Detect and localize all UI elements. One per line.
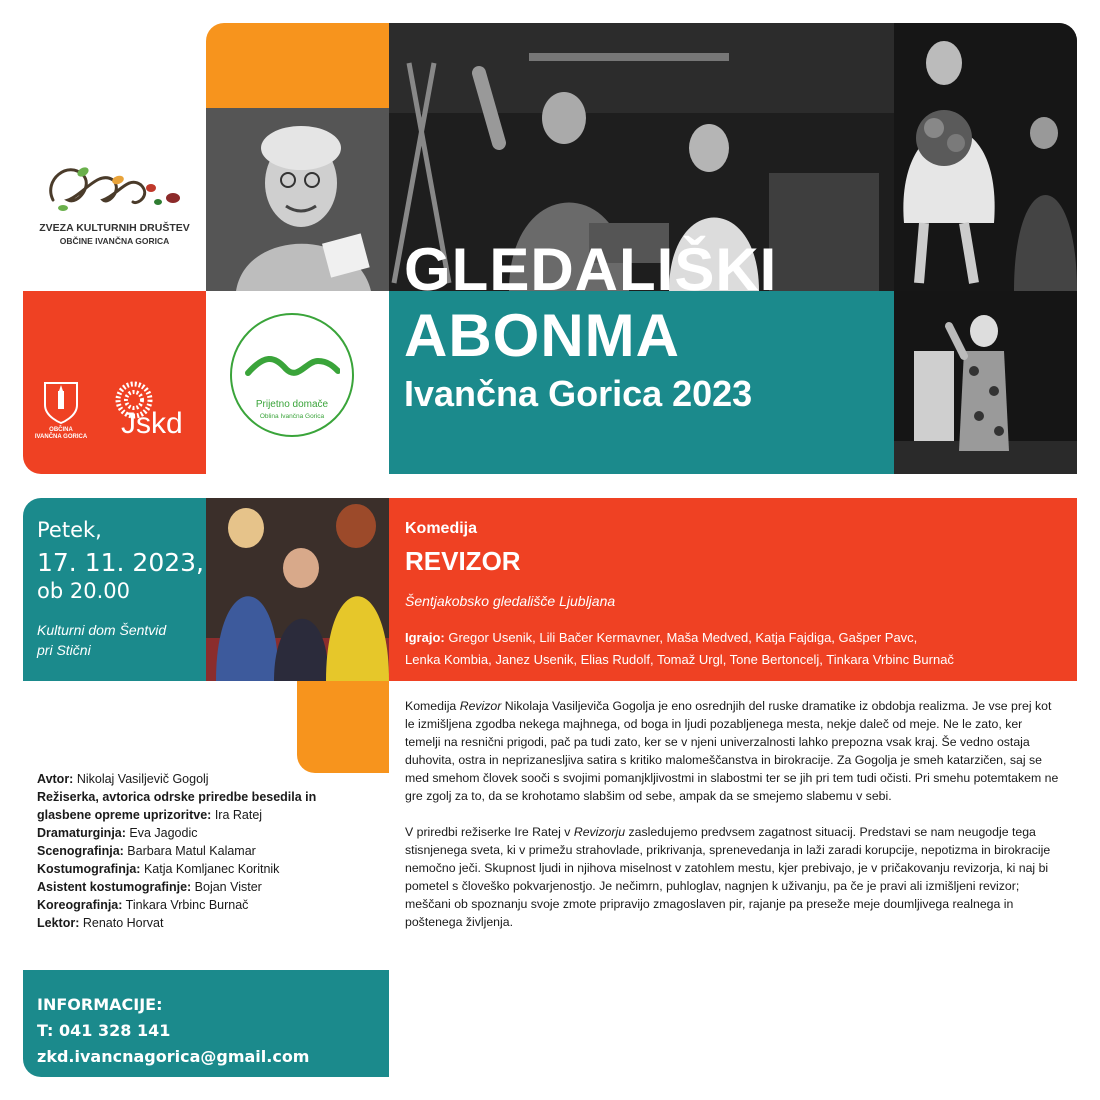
credit-value: Katja Komljanec Koritnik	[140, 862, 280, 876]
credit-choreographer	[37, 896, 337, 914]
photo-cast-trio	[206, 498, 389, 681]
play-title: REVIZOR	[405, 546, 521, 576]
description-paragraph-1	[405, 697, 1061, 805]
event-venue-line2: pri Stični	[37, 642, 91, 658]
cast-list	[405, 627, 954, 671]
photo-clown-actor	[894, 291, 1077, 474]
credit-value: Barbara Matul Kalamar	[123, 844, 256, 858]
jskd-wordmark: Jskd	[121, 407, 183, 440]
play-genre: Komedija	[405, 520, 478, 537]
description-paragraph-2	[405, 823, 1061, 931]
credit-value: Ira Ratej	[211, 808, 263, 822]
prijetno-subtitle: Oblina Ivančna Gorica	[259, 413, 325, 420]
text-run: Komedija	[405, 699, 460, 713]
credit-label: Kostumografinja:	[37, 862, 141, 876]
zkd-emblem-icon	[23, 150, 206, 220]
event-venue-line1: Kulturni dom Šentvid	[37, 622, 167, 638]
event-time: ob 20.00	[37, 579, 130, 603]
credit-label: Koreografinja:	[37, 898, 123, 912]
info-phone[interactable]: T: 041 328 141	[37, 1021, 171, 1040]
photo-actress-bouquet	[894, 23, 1077, 291]
credit-label: Avtor:	[37, 772, 74, 786]
text-run: zasledujemo predvsem zagatnost situacij. Predstavi se nam neugodje tega stisnjenega sveta, ki v primežu strahovlade, prikrivanja, sprenevedanja in laži zaradi korupcije, nepotizma in birokracije nemočno ječi. Skupnost ljudi in njihova miselnost v zatohlem mestu, kjer prebivajo, je v pričakovanju revizorja, ki naj bi pometel s človeško pokvarjenostjo. Je nečimrn, puhloglav, nagnjen k uživanju, pa če je pravi ali izmišljeni revizor; meščani ob spoznanju svoje zmote pripravijo zmagoslaven pir, rajanje pa preseže meje doumljivega realnega in poštenega življenja.	[405, 825, 1051, 929]
credit-value: Eva Jagodic	[125, 826, 198, 840]
credit-value: Tinkara Vrbinc Burnač	[122, 898, 249, 912]
credit-value: Renato Horvat	[79, 916, 164, 930]
credit-scenographer	[37, 842, 337, 860]
credit-dramaturg	[37, 824, 337, 842]
play-description	[405, 697, 1061, 931]
obcina-crest-icon	[39, 379, 83, 427]
zkd-logo	[23, 150, 206, 260]
cast-line-1	[405, 627, 954, 649]
title-line-abonma: ABONMA	[404, 302, 680, 369]
cast-label: Igrajo:	[405, 630, 445, 645]
info-heading: INFORMACIJE:	[37, 995, 163, 1014]
event-date: 17. 11. 2023,	[37, 548, 204, 577]
text-run-italic: Revizorju	[573, 825, 626, 839]
credits-list	[37, 770, 337, 932]
theatre-name: Šentjakobsko gledališče Ljubljana	[405, 593, 616, 609]
credit-label: Režiserka, avtorica odrske priredbe besedila in glasbene opreme uprizoritve:	[37, 790, 317, 822]
orange-accent-square	[297, 681, 389, 773]
credit-label: Scenografinja:	[37, 844, 124, 858]
title-line-place-year: Ivančna Gorica 2023	[404, 373, 753, 414]
text-run: Nikolaja Vasiljeviča Gogolja je eno osrednjih del ruske dramatike iz obdobja realizma. Je vse prej kot le izmišljena zgodba nekega majhnega, od boga in ljudi pozabljenega mesta, nekje daleč od meje. Ne le zato, ker temelji na resnični prigodi, pač pa tudi zato, ker se v njeni univerzalnosti lahko prepozna vsak kraj. Še vedno ostaja duhovita, ostra in neprizanesljiva satira s kritiko malomeščanstva in birokracije. Za Gogolja je smeh katarzičen, saj se med smehom človek sooči s svojimi pomanjkljivostmi in slabostmi ter se jih pri tem tudi očisti. Pri smehu potemtakem ne gre zgolj za to, da se krohotamo slabšim od sebe, ampak da se smejemo slabemu v sebi.	[405, 699, 1059, 803]
photo-actress-portrait	[206, 108, 389, 291]
zkd-name: ZVEZA KULTURNIH DRUŠTEV	[39, 222, 190, 234]
text-run-italic: Revizor	[459, 699, 502, 713]
event-day: Petek,	[37, 518, 102, 542]
text-run: V priredbi režiserke Ire Ratej v	[405, 825, 574, 839]
title-line-gledaliski: GLEDALIŠKI	[404, 236, 778, 303]
obcina-label	[33, 427, 89, 441]
partner-logos-block	[23, 291, 206, 474]
credit-costume-assistant	[37, 878, 337, 896]
cast-names-1: Gregor Usenik, Lili Bačer Kermavner, Maša Medved, Katja Fajdiga, Gašper Pavc,	[448, 630, 918, 645]
credit-lector	[37, 914, 337, 932]
prijetno-domace-logo	[206, 291, 389, 474]
credit-label: Dramaturginja:	[37, 826, 126, 840]
credit-value: Bojan Vister	[191, 880, 262, 894]
play-info-block	[389, 498, 1077, 681]
credit-director	[37, 788, 337, 824]
event-date-block	[23, 498, 206, 681]
cast-names-2: Lenka Kombia, Janez Usenik, Elias Rudolf, Tomaž Urgl, Tone Bertoncelj, Tinkara Vrbinc Burnač	[405, 652, 954, 667]
contact-info-block	[23, 970, 389, 1077]
green-hills-icon	[244, 351, 340, 381]
info-email[interactable]: zkd.ivancnagorica@gmail.com	[37, 1047, 310, 1066]
orange-accent-block	[206, 23, 389, 108]
credit-costume	[37, 860, 337, 878]
credit-value: Nikolaj Vasiljevič Gogolj	[73, 772, 209, 786]
zkd-municipality: OBČINE IVANČNA GORICA	[59, 236, 170, 246]
credit-label: Asistent kostumografinje:	[37, 880, 192, 894]
credit-author	[37, 770, 337, 788]
credit-label: Lektor:	[37, 916, 80, 930]
obcina-label-line2: IVANČNA GORICA	[34, 434, 88, 440]
obcina-label-line1: OBČINA	[49, 427, 73, 433]
prijetno-title: Prijetno domače	[255, 399, 329, 410]
